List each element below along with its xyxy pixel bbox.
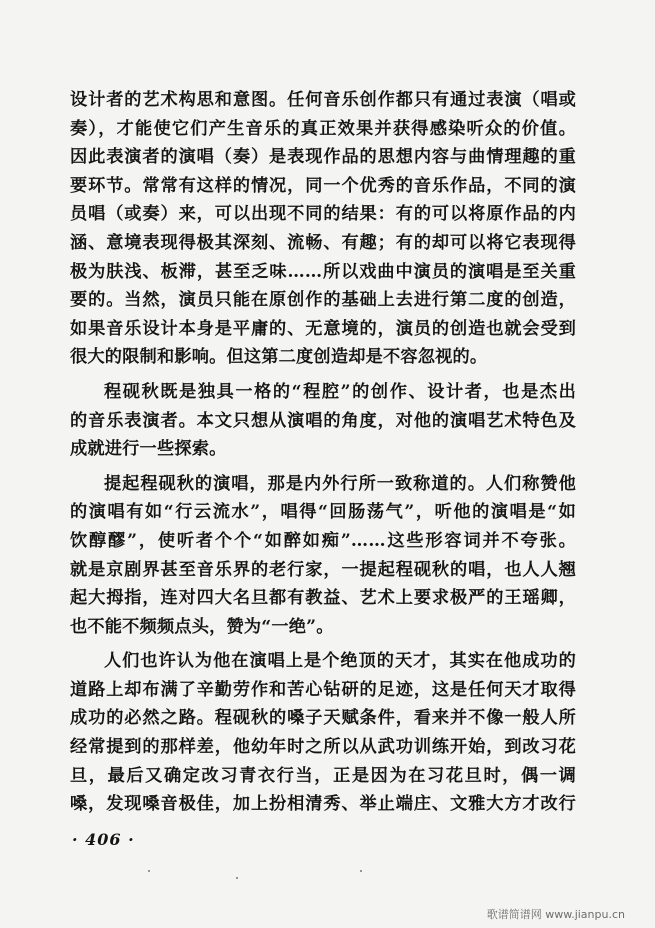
text-line: 成功的必然之路。程砚秋的嗓子天赋条件，看来并不像一般人所 (70, 708, 576, 729)
text-line: 饮醇醪”，使听者个个“如醉如痴”……这些形容词并不夸张。 (70, 530, 576, 551)
text-line: 人们也许认为他在演唱上是个绝顶的天才，其实在他成功的 (104, 651, 576, 672)
text-line: 要环节。常常有这样的情况，同一个优秀的音乐作品，不同的演 (70, 175, 576, 196)
paragraph (70, 647, 576, 819)
text-line: 奏），才能使它们产生音乐的真正效果并获得感染听众的价值。 (70, 118, 576, 139)
scan-speck (148, 870, 150, 872)
text-line: 成就进行一些探索。 (70, 439, 227, 460)
text-line: 就是京剧界甚至音乐界的老行家，一提起程砚秋的唱，也人人翘 (70, 559, 576, 580)
text-line: 的演唱有如“行云流水”，唱得“回肠荡气”，听他的演唱是“如 (70, 502, 576, 523)
text-line: 道路上却布满了辛勤劳作和苦心钻研的足迹，这是任何天才取得 (70, 679, 576, 700)
page-number: · 406 · (72, 830, 135, 849)
body-text (70, 86, 576, 819)
paragraph (70, 378, 576, 464)
text-line: 的音乐表演者。本文只想从演唱的角度，对他的演唱艺术特色及 (70, 410, 576, 431)
paragraph (70, 470, 576, 642)
text-line: 因此表演者的演唱（奏）是表现作品的思想内容与曲情理趣的重 (70, 147, 576, 168)
site-watermark: 歌谱简谱网 www.jianpu.cn (486, 908, 625, 921)
text-line: 涵、意境表现得极其深刻、流畅、有趣；有的却可以将它表现得 (70, 232, 576, 253)
text-line: 也不能不频频点头，赞为“一绝”。 (70, 616, 334, 637)
text-line: 提起程砚秋的演唱，那是内外行所一致称道的。人们称赞他 (104, 473, 576, 494)
text-line: 如果音乐设计本身是平庸的、无意境的，演员的创造也就会受到 (70, 318, 576, 339)
text-line: 程砚秋既是独具一格的“程腔”的创作、设计者，也是杰出 (104, 381, 576, 402)
text-line: 极为肤浅、板滞，甚至乏味……所以戏曲中演员的演唱是至关重 (70, 261, 576, 282)
text-line: 旦，最后又确定改习青衣行当，正是因为在习花旦时，偶一调 (70, 765, 576, 786)
text-line: 要的。当然，演员只能在原创作的基础上去进行第二度的创造， (70, 290, 576, 311)
paragraph (70, 86, 576, 372)
text-line: 员唱（或奏）来，可以出现不同的结果：有的可以将原作品的内 (70, 204, 576, 225)
text-line: 很大的限制和影响。但这第二度创造却是不容忽视的。 (70, 347, 488, 368)
text-line: 设计者的艺术构思和意图。任何音乐创作都只有通过表演（唱或 (70, 90, 576, 110)
text-line: 起大拇指，连对四大名旦都有教益、艺术上要求极严的王瑶卿， (70, 588, 576, 609)
text-line: 经常提到的那样差，他幼年时之所以从武功训练开始，到改习花 (70, 737, 576, 758)
scan-speck (236, 877, 238, 879)
text-line: 嗓，发现嗓音极佳，加上扮相清秀、举止端庄、文雅大方才改行 (70, 794, 576, 815)
scan-speck (360, 870, 362, 872)
